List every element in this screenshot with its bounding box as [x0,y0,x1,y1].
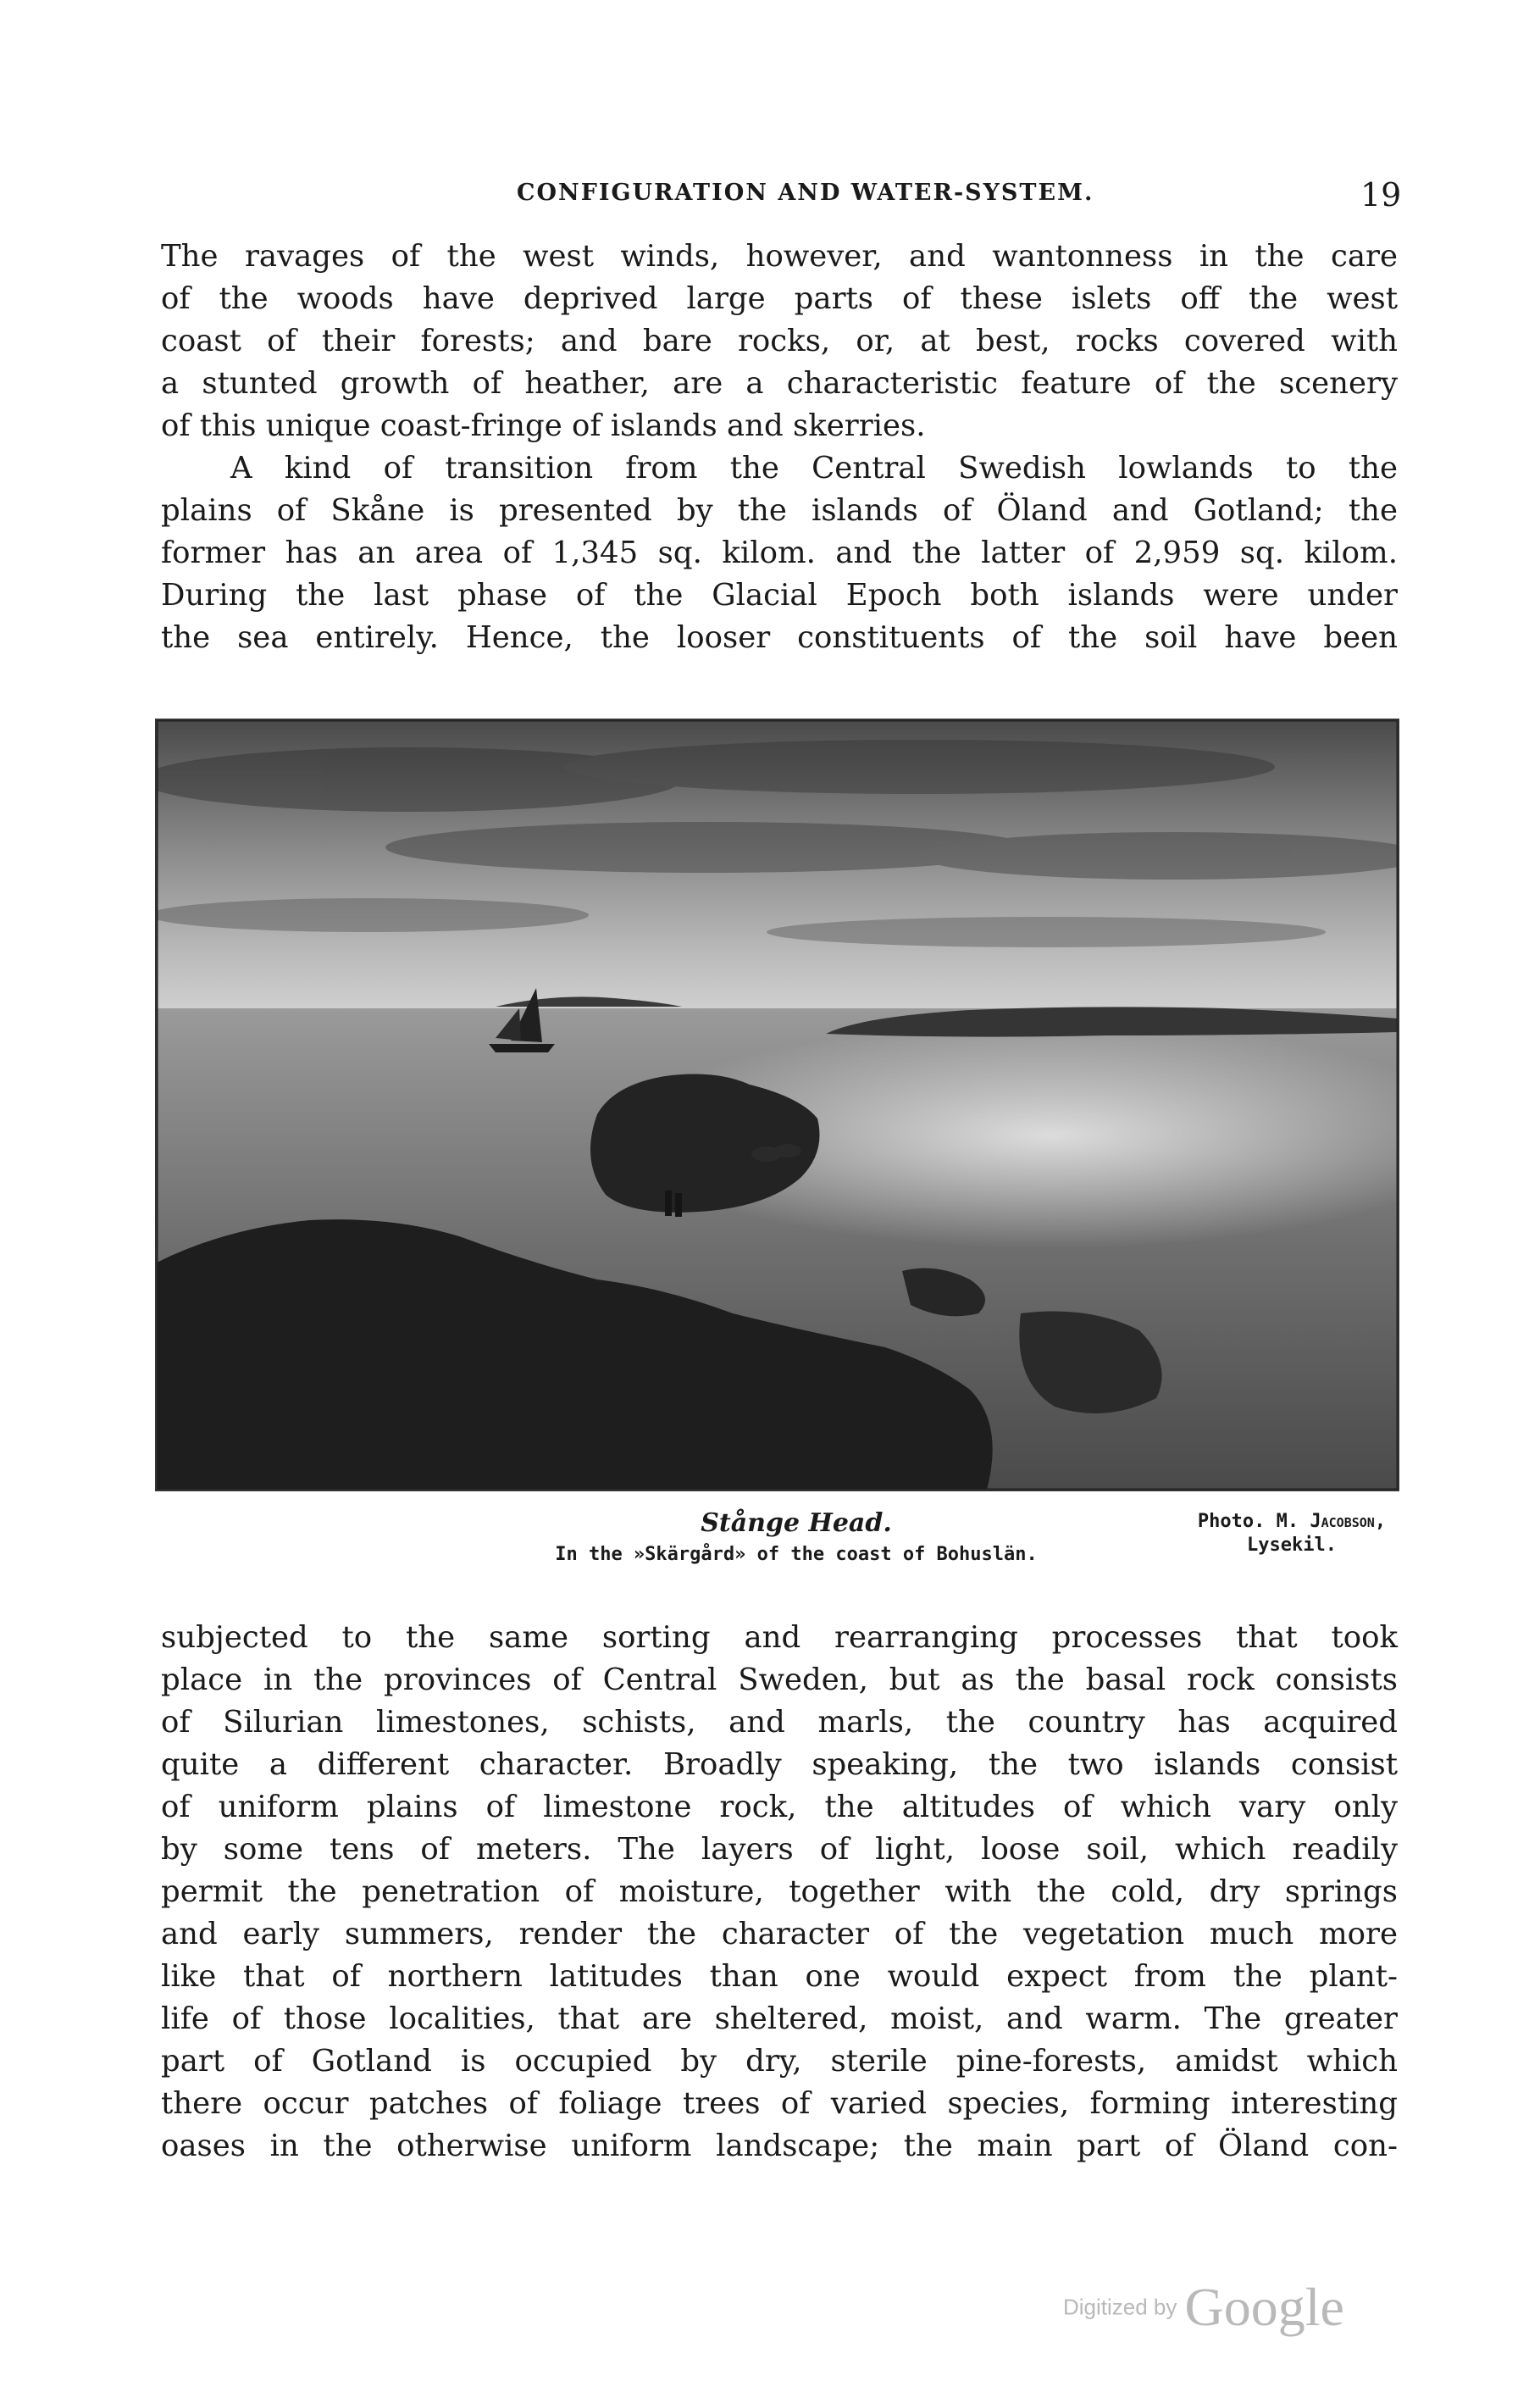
running-head [0,176,1540,215]
text-line: During the last phase of the Glacial Epoch both islands were under [161,578,1398,613]
text-line: life of those localities, that are sheltered, moist, and warm. The greater [161,2001,1398,2036]
caption-subtitle: In the »Skärgård» of the coast of Bohuslän. [555,1544,1038,1565]
text-line: place in the provinces of Central Sweden, but as the basal rock consists [161,1663,1398,1697]
text-line: of Silurian limestones, schists, and marls, the country has acquired [161,1705,1398,1740]
text-line: A kind of transition from the Central Swedish lowlands to the [230,451,1398,486]
photograph [155,719,1399,1491]
text-line: like that of northern latitudes than one would expect from the plant- [161,1959,1398,1994]
text-line: former has an area of 1,345 sq. kilom. and the latter of 2,959 sq. kilom. [161,536,1398,570]
text-line: and early summers, render the character of the vegetation much more [161,1917,1398,1951]
paragraph-1 [161,236,1398,659]
digitized-by-text: Digitized by [1063,2294,1177,2320]
text-line: a stunted growth of heather, are a characteristic feature of the scenery [161,366,1398,401]
text-line: coast of their forests; and bare rocks, or, at best, rocks covered with [161,324,1398,358]
digitized-watermark [1063,2276,1344,2344]
paragraph-3 [161,1617,1398,2168]
google-logo: Google [1184,2277,1344,2337]
page-number: 19 [1360,176,1402,214]
credit-prefix: Photo. [1197,1511,1266,1532]
text-line: quite a different character. Broadly speaking, the two islands consist [161,1747,1398,1782]
text-line: permit the penetration of moisture, together with the cold, dry springs [161,1874,1398,1909]
photo-illustration [157,720,1398,1490]
text-line: oases in the otherwise uniform landscape; the main part of Öland con- [161,2129,1398,2163]
text-line: of the woods have deprived large parts of these islets off the west [161,281,1398,316]
text-line: part of Gotland is occupied by dry, sterile pine-forests, amidst which [161,2044,1398,2079]
caption-title: Stånge Head. [701,1508,892,1538]
text-line: subjected to the same sorting and rearranging processes that took [161,1620,1398,1655]
text-line: by some tens of meters. The layers of light, loose soil, which readily [161,1832,1398,1867]
text-line: the sea entirely. Hence, the looser constituents of the soil have been [161,620,1398,655]
running-title: CONFIGURATION AND WATER-SYSTEM. [517,180,1094,206]
photo-credit [1152,1510,1432,1557]
text-line: The ravages of the west winds, however, and wantonness in the care [161,239,1398,274]
figure-caption [474,1507,1118,1569]
credit-name: M. Jacobson, [1276,1511,1387,1532]
text-line: of this unique coast-fringe of islands and skerries. [161,408,926,443]
credit-place: Lysekil. [1247,1535,1337,1556]
text-line: plains of Skåne is presented by the islands of Öland and Gotland; the [161,493,1398,528]
text-line: there occur patches of foliage trees of varied species, forming interesting [161,2086,1398,2121]
text-line: of uniform plains of limestone rock, the altitudes of which vary only [161,1790,1398,1824]
